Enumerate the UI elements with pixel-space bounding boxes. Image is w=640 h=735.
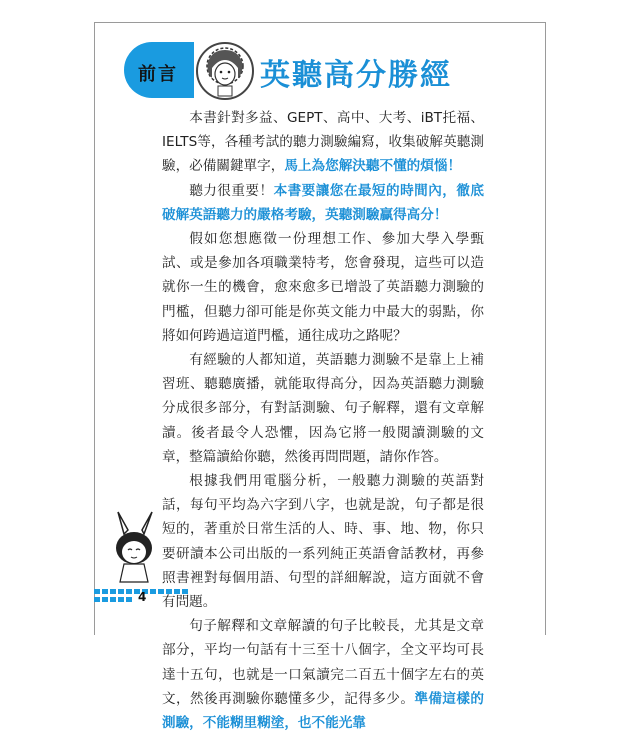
paragraph-2 (162, 179, 484, 227)
body-text (162, 106, 484, 735)
paragraph-5: 根據我們用電腦分析，一般聽力測驗的英語對話，每句平均為六字到八字，也就是說，句子都是很短的，著重於日常生活的人、時、事、地、物，你只要研讀本公司出版的一系列純正英語會話教材，再參照書裡對每個用語、句型的詳細解說，這方面就不會有問題。 (162, 473, 484, 611)
section-tab-label: 前言 (138, 64, 178, 85)
page-number: 4 (138, 590, 147, 604)
paragraph-6-highlight: 準備這樣的測驗，不能糊里糊塗，也不能光靠 (162, 690, 485, 732)
paragraph-6 (162, 614, 484, 735)
curly-haired-character-icon (196, 42, 254, 100)
bunny-girl-doodle-icon (106, 508, 164, 588)
paragraph-3: 假如您想應徵一份理想工作、參加大學入學甄試、或是參加各項職業特考，您會發現，這些可以造就你一生的機會，愈來愈多已增設了英語聽力測驗的門檻，但聽力卻可能是你英文能力中最大的弱點，你將如何跨過這道門檻，通往成功之路呢？ (162, 231, 484, 344)
paragraph-2-text: 聽力很重要！ (189, 182, 274, 199)
paragraph-1-highlight: 馬上為您解決聽不懂的煩惱！ (284, 158, 462, 175)
paragraph-1 (162, 106, 484, 179)
paragraph-6-text: 句子解釋和文章解讀的句子比較長，尤其是文章部分，平均一句話有十三至十八個字，全文平均可長達十五句，也就是一口氣讀完二百五十個字左右的英文，然後再測驗你聽懂多少，記得多少。 (162, 618, 484, 707)
page-title: 英聽高分勝經 (260, 58, 452, 93)
paragraph-2-highlight: 本書要讓您在最短的時間內，徹底破解英語聽力的嚴格考驗，英聽測驗贏得高分！ (162, 182, 485, 223)
paragraph-4: 有經驗的人都知道，英語聽力測驗不是靠上上補習班、聽聽廣播，就能取得高分，因為英語聽力測驗分成很多部分，有對話測驗、句子解釋，還有文章解讀。後者最令人恐懼，因為它將一般閱讀測驗的文章，整篇讀給你聽，然後再問問題，請你作答。 (162, 352, 484, 465)
paragraph-1-text: 本書針對多益、GEPT、高中、大考、iBT托福、IELTS等，各種考試的聽力測驗編寫，收集破解英聽測驗，必備關鍵單字， (162, 110, 484, 175)
footer-stripe-short (94, 597, 132, 602)
